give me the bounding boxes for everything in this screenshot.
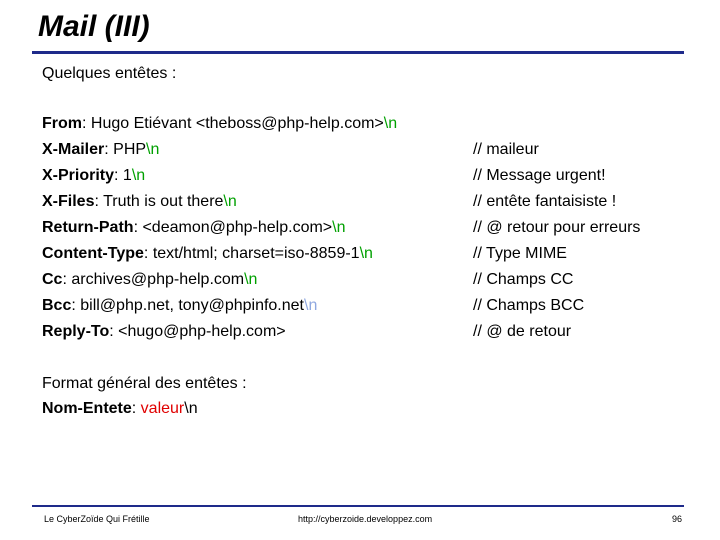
newline-marker: \n <box>131 167 146 184</box>
footer-url: http://cyberzoide.developpez.com <box>298 514 433 524</box>
comment-reply-to: // @ de retour <box>473 323 572 340</box>
header-line-bcc <box>42 296 317 316</box>
newline-marker: \n <box>146 141 160 158</box>
header-value: : Truth is out there <box>94 193 224 210</box>
newline-marker: \n <box>223 193 237 210</box>
newline-marker: \n <box>304 297 318 314</box>
header-value: : <hugo@php-help.com> <box>109 323 286 340</box>
header-value: : text/html; charset=iso-8859-1 <box>143 245 360 262</box>
comment-x-files: // entête fantaisiste ! <box>473 193 617 210</box>
format-label: Format général des entêtes : <box>42 375 247 392</box>
header-line-return-path <box>42 218 346 238</box>
header-name: Content-Type <box>42 245 144 262</box>
comment-bcc: // Champs BCC <box>473 297 585 314</box>
newline-marker: \n <box>332 219 346 236</box>
header-name: Reply-To <box>42 323 110 340</box>
header-line-x-priority <box>42 166 145 186</box>
header-name: X-Priority <box>42 167 115 184</box>
format-separator: : <box>131 400 141 417</box>
header-name: X-Mailer <box>42 141 105 158</box>
header-line-content-type <box>42 244 373 264</box>
header-name: Bcc <box>42 297 72 314</box>
comment-x-priority: // Message urgent! <box>473 167 606 184</box>
header-line-x-mailer <box>42 140 159 160</box>
newline-marker: \n <box>244 271 258 288</box>
comment-x-mailer: // maileur <box>473 141 539 158</box>
newline-marker: \n <box>383 115 398 132</box>
header-value: : PHP <box>104 141 147 158</box>
footer-author: Le CyberZoïde Qui Frétille <box>44 514 150 524</box>
header-value: : 1 <box>114 167 132 184</box>
slide-title: Mail (III) <box>38 10 150 43</box>
comment-cc: // Champs CC <box>473 271 574 288</box>
header-name: Return-Path <box>42 219 134 236</box>
footer-divider <box>32 505 684 507</box>
header-value: : bill@php.net, tony@phpinfo.net <box>71 297 304 314</box>
header-line-reply-to <box>42 322 286 342</box>
format-example <box>42 399 198 419</box>
header-line-from <box>42 114 397 134</box>
format-name: Nom-Entete <box>42 400 132 417</box>
header-name: X-Files <box>42 193 95 210</box>
header-value: : Hugo Etiévant <theboss@php-help.com> <box>82 115 384 132</box>
comment-content-type: // Type MIME <box>473 245 567 262</box>
header-name: Cc <box>42 271 63 288</box>
format-value: valeur <box>140 400 185 417</box>
title-divider <box>32 51 684 54</box>
header-value: : <deamon@php-help.com> <box>133 219 333 236</box>
format-newline: \n <box>184 400 198 417</box>
newline-marker: \n <box>359 245 373 262</box>
header-name: From <box>42 115 82 132</box>
header-line-cc <box>42 270 257 290</box>
header-line-x-files <box>42 192 237 212</box>
intro-text: Quelques entêtes : <box>42 65 177 82</box>
page-number: 96 <box>672 514 683 524</box>
comment-return-path: // @ retour pour erreurs <box>473 219 641 236</box>
header-value: : archives@php-help.com <box>62 271 245 288</box>
